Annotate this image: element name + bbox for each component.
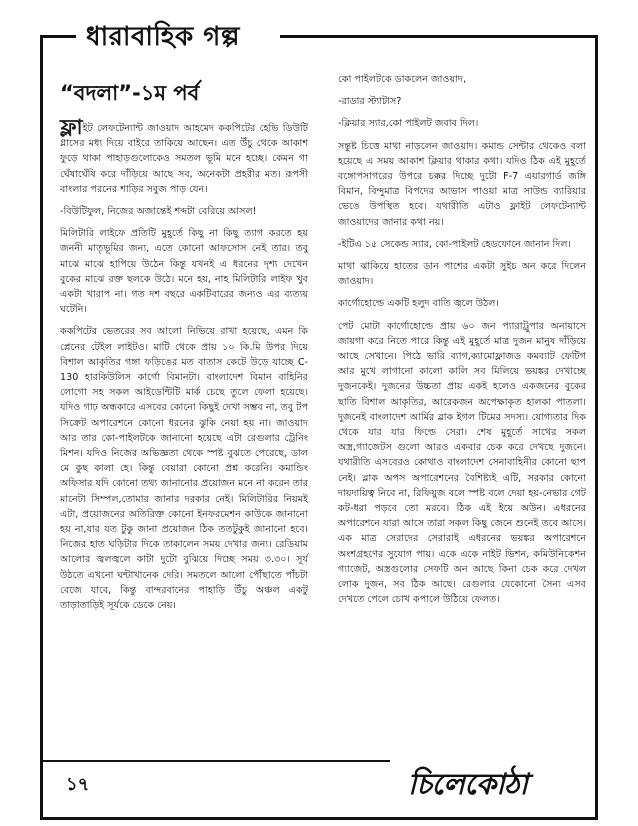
header-rule-left	[40, 35, 76, 38]
frame-left-border	[40, 35, 43, 820]
left-column	[60, 72, 308, 620]
paragraph: মিলিটারি লাইফে প্রতিটি মুহূর্তে কিছু না কিছু ত্যাগ করতে হয় জননী মাতৃভূমির জন্য, এতে কোনো আফসোস নেই তার। তবু মাঝে মাঝে হাপিয়ে উঠেন কিন্তু যখনই এ ধরনের দৃশ্য দেখেন বুকের মাঝে রক্ত ছলকে উঠে। মনে হয়, নাহ মিলিটারি লাইফ খুব একটা খারাপ না। গত দশ বছরে একটিবারের জন্যও এর ব্যত্যয় ঘটেনি।	[60, 228, 308, 316]
frame-bottom-border	[40, 817, 598, 820]
story-title: “বদলা”-১ম পর্ব	[60, 81, 200, 105]
paragraph: -ইটিএ ১৫ সেকেন্ড স্যার, কো-পাইলট হেডফোনে জানান দিল।	[338, 238, 571, 250]
paragraph: কার্গোহোল্ডে একটি হলুদ বাতি জ্বলে উঠল।	[338, 298, 499, 310]
paragraph: মাথা ঝাকিয়ে হাতের ডান পাশের একটা সুইচ অন করে দিলেন জাওয়াদ।	[338, 261, 586, 288]
paragraph	[60, 115, 308, 197]
drop-cap: ফ্লা	[60, 115, 83, 139]
paragraph: পেট মোটা কার্গোহোল্ডে প্রায় ৬০ জন প্যারাট্রুপার অনায়াসে জায়গা করে নিতে পারে কিন্তু এই মুহূর্তে মাত্র দুজন মানুষ দাঁড়িয়ে আছে সেখানে। পিঠে ভারি ব্যাগ,ক্যামোফ্লাজড কমব্যাট ফেটিগ আর মুখে লাগানো কালো কালি সব মিলিয়ে ভয়ঙ্কর দেখাচ্ছে দুজনকেই। দুজনের উচ্চতা প্রায় একই হলেও একজনের বুকের ছাতি বিশাল আকৃতির, আরেকজন অপেক্ষাকৃত হালকা পাতলা। দুজনেই বাংলাদেশ আর্মির ব্লাক ইগল টিমের সদস্য। যোগ্যতার দিক থেকে যার যার ফিল্ডে সেরা। শেষ মুহূর্তে সাথের সকল অস্ত্র,গ্যাজেটস গুলো আরও একবার চেক করে দেখছে দুজনে। যথারীতি এসবেরও কোথাও বাংলাদেশ সেনাবাহিনীর কোনো ছাপ নেই। ব্লাক অপস অপারেশনের বৈশিষ্ট্যই এটি, সরকার কোনো দায়দায়িত্ব নিবে না, রিফিয়ুজ বলে স্পষ্ট বলে দেয়া হয়-নেভার গেট কট-ধরা পড়বে তো মরবে। ঠিক এই ইয়ে অউন। এধরনের অপারেশনে যারা আসে তারা সকল কিছু জেনে শুনেই তবে আসে। এক মাত্র সেরাদের সেরারাই এধরনের ভয়ঙ্কর অপারেশনে অংশগ্রহণের সুযোগ পায়। একে একে নাইট ভিশন, কমিউনিকেশন গ্যাজেট, অস্ত্রগুলোর সেফটি অন আছে কিনা চেক করে দেখল লোক দুজন, সব ঠিক আছে। রেগুলার যেকোনো সৈন্য এসব দেখতে পেলে চোখ কপালে উঠিয়ে ফেলত।	[338, 320, 586, 606]
series-label: ধারাবাহিক গল্প	[86, 22, 240, 52]
paragraph: -ক্লিয়ার স্যার,কো পাইলট জবাব দিল।	[338, 118, 479, 130]
paragraph: -বিউটিফুল, নিজের অজান্তেই শব্দটা বেরিয়ে আসল!	[60, 206, 257, 218]
paragraph: কো পাইলটকে ডাকলেন জাওয়াদ,	[338, 74, 466, 85]
paragraph-text: ইট লেফটেন্যান্ট জাওয়াদ আহমেদ ককপিটের হেভি ডিউটি গ্লাসের মধ্য দিয়ে বাইরে তাকিয়ে আছেন। এত উঁচু থেকে আকাশ ফুড়ে থাকা পাহাড়গুলোকেও সমতল ভূমি মনে হচ্ছে। কেমন গা ঘেঁষাঘেঁষি করে দাঁড়িয়ে আছে সব, অনেকটা প্রহরীর মত। রূপসী বাংলার পরনের শাড়ির সবুজ পাড় যেন।	[60, 123, 308, 195]
right-column	[338, 72, 586, 615]
paragraph: ককপিটের ভেতরের সব আলো নিভিয়ে রাখা হয়েছে, এমন কি প্লেনের টেইল লাইটও। মাটি থেকে প্রায় ১০ কি.মি উপর দিয়ে বিশাল আকৃতির গঙ্গা ফড়িঙের মত বাতাস কেটে উড়ে যাচ্ছে C-130 হারকিউলিস কার্গো বিমানটা। বাংলাদেশ বিমান বাহিনির লোগো সহ সকল আইডেন্টিটি মার্ক চেছে তুলে ফেলা হয়েছে। যদিও গাঢ় অন্ধকারে এসবের কোনো কিছুই দেখা সম্ভব না, তবু টপ সিক্রেট অপারেশনে কোনো ধরনের ঝুকি নেয়া হয় না। জাওয়াদ আর তার কো-পাইলটকে জানানো হয়েছে এটা রেগুলার ট্রেনিং মিশন। যদিও নিজের অভিজ্ঞতা থেকে স্পষ্ট বুঝতে পেরেছে, ডাল মে কুছ কালা হে। কিন্তু বেয়ারা কোনো প্রশ্ন করেনি। কমান্ডিং অফিসার যদি কোনো তথ্য জানানোর প্রয়োজন মনে না করেন তার মানেটা সিম্পল,তোমার জানার দরকার নেই। মিলিটারির নিয়মই এটা, প্রয়োজনের অতিরিক্ত কোনো ইনফরমেশন কাউকে জানানো হয় না,যার যত টুকু জানা প্রয়োজন ঠিক ততটুকুই জানানো হবে। নিজের হাত ঘড়িটার দিকে তাকালেন সময় দেখার জন্য। রেডিয়াম আলোর জ্বলজ্বলে কাটা দুটো বুঝিয়ে দিচ্ছে সময় ৩.৩০। সূর্য উঠতে এখনো ঘন্টাখানেক দেরি। সমতলে আলো পৌঁছাতে পাঁচটা বেজে যাবে, কিন্তু বান্দরবানের পাহাড়ি উঁচু অঞ্চল একটু তাড়াতাড়িই সূর্যকে ডেকে নেয়।	[60, 326, 308, 612]
page-number: ১৭	[66, 774, 90, 795]
paragraph: সন্তুষ্ট চিত্তে মাথা নাড়লেন জাওয়াদ। কমান্ড সেন্টার থেকেও বলা হয়েছে এ সময় আকাশ ক্লিয়ার থাকার কথা। যদিও ঠিক এই মুহূর্তে বঙ্গোপসাগরের উপরে চক্কর দিচ্ছে দুটো F-7 এয়ারগার্ড জঙ্গি বিমান, বিন্দুমাত্র বিপদের আভাস পাওয়া মাত্র সাউন্ড ব্যারিয়ার ভেঙে উপস্থিত হবে। যথারীতি এটাও ফ্লাইট লেফটেন্যান্ট জাওয়াদের জানার কথা নয়।	[338, 140, 586, 228]
header-rule	[40, 22, 598, 52]
paragraph: -রাডার স্ট্যাটাস?	[338, 96, 402, 108]
footer-rule	[40, 760, 390, 762]
magazine-logo: চিলেকোঠা	[408, 767, 528, 801]
frame-right-border	[595, 35, 598, 820]
header-rule-right	[280, 35, 598, 38]
